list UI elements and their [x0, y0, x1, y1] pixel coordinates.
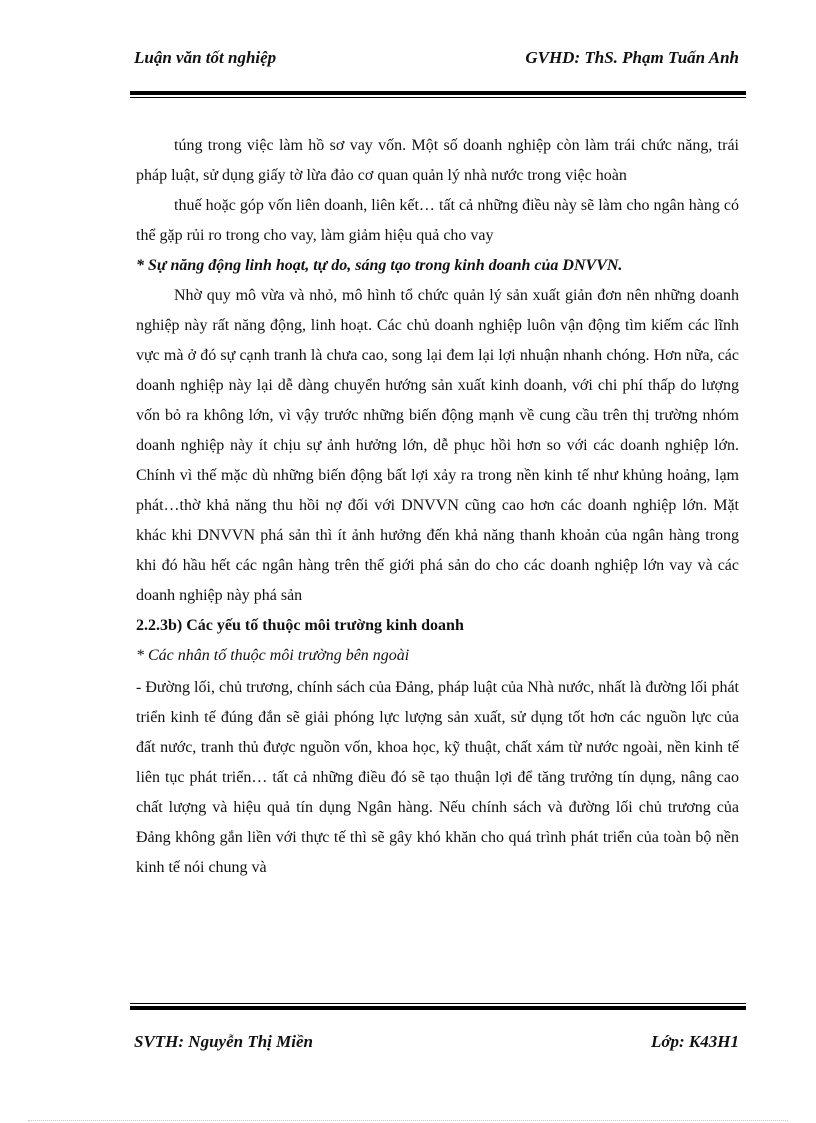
subheading-flexibility: * Sự năng động linh hoạt, tự do, sáng tạo trong kinh doanh của DNVVN. [136, 257, 623, 274]
subheading-external-factors: * Các nhân tố thuộc môi trường bên ngoài [136, 647, 410, 664]
footer-rule [130, 1003, 746, 1010]
footer-student: SVTH: Nguyễn Thị Miền [134, 1032, 313, 1051]
paragraph-1: túng trong việc làm hồ sơ vay vốn. Một số doanh nghiệp còn làm trái chức năng, trái pháp luật, sử dụng giấy tờ lừa đảo cơ quan quản lý nhà nước trong việc hoàn [136, 137, 739, 184]
page-edge-divider [28, 1120, 788, 1121]
header-thesis-title: Luận văn tốt nghiệp [134, 48, 277, 67]
page-footer [134, 1032, 739, 1052]
header-advisor: GVHD: ThS. Phạm Tuấn Anh [525, 48, 739, 67]
paragraph-3: Nhờ quy mô vừa và nhỏ, mô hình tổ chức quản lý sản xuất giản đơn nên những doanh nghiệp này rất năng động, linh hoạt. Các chủ doanh nghiệp luôn vận động tìm kiếm các lĩnh vực mà ở đó sự cạnh tranh là chưa cao, song lại đem lại lợi nhuận nhanh chóng. Hơn nữa, các doanh nghiệp này lại dễ dàng chuyển hướng sản xuất kinh doanh, với chi phí thấp do lượng vốn bỏ ra không lớn, vì vậy trước những biến động mạnh về cung cầu trên thị trường nhóm doanh nghiệp này ít chịu sự ảnh hưởng lớn, dễ phục hồi hơn so với các doanh nghiệp lớn. Chính vì thế mặc dù những biến động bất lợi xảy ra trong nền kinh tế như khủng hoảng, lạm phát…thờ khả năng thu hồi nợ đối với DNVVN cũng cao hơn các doanh nghiệp lớn. Mặt khác khi DNVVN phá sản thì ít ảnh hưởng đến khả năng thanh khoản của ngân hàng trong khi đó hầu hết các ngân hàng trên thế giới phá sản do cho các doanh nghiệp lớn vay và các doanh nghiệp này phá sản [136, 287, 739, 604]
paragraph-4: - Đường lối, chủ trương, chính sách của Đảng, pháp luật của Nhà nước, nhất là đường lối phát triển kinh tế đúng đắn sẽ giải phóng lực lượng sản xuất, sử dụng tốt hơn các nguồn lực của đất nước, tranh thủ được nguồn vốn, khoa học, kỹ thuật, chất xám từ nước ngoài, nền kinh tế liên tục phát triển… tất cả những điều đó sẽ tạo thuận lợi để tăng trưởng tín dụng, nâng cao chất lượng và hiệu quả tín dụng Ngân hàng. Nếu chính sách và đường lối chủ trương của Đảng không gắn liền với thực tế thì sẽ gây khó khăn cho quá trình phát triển của toàn bộ nền kinh tế nói chung và [136, 679, 739, 876]
header-rule [130, 91, 746, 98]
paragraph-2: thuế hoặc góp vốn liên doanh, liên kết… tất cả những điều này sẽ làm cho ngân hàng có thể gặp rủi ro trong cho vay, làm giảm hiệu quả cho vay [136, 197, 739, 244]
footer-class: Lớp: K43H1 [651, 1032, 739, 1051]
section-heading: 2.2.3b) Các yếu tố thuộc môi trường kinh doanh [136, 617, 464, 634]
page-header [134, 48, 739, 68]
page-body [136, 131, 739, 883]
